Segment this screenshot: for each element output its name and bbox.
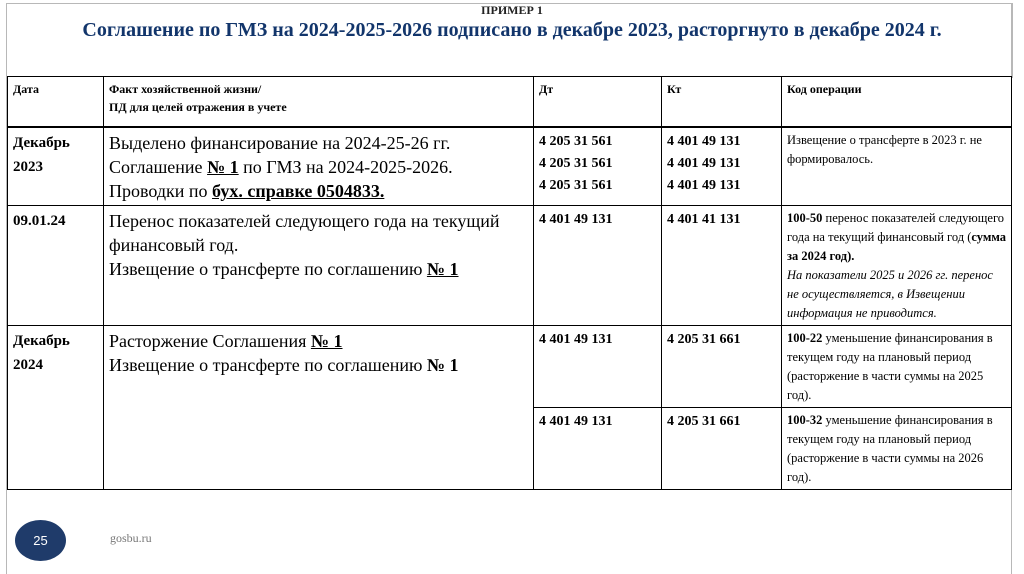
row2-operation-code: 100-50 <box>787 211 823 225</box>
row1-fact-line3-pre: Проводки по <box>109 181 213 201</box>
example-label: ПРИМЕР 1 <box>481 3 543 17</box>
header-fact <box>104 77 534 128</box>
row1-kt-2: 4 401 49 131 <box>667 156 741 171</box>
row3-agreement-number: № 1 <box>310 331 343 351</box>
row2-code <box>782 206 1012 326</box>
row1-fact-line1: Выделено финансирование на 2024-25-26 гг. <box>109 133 451 153</box>
row1-dt-3: 4 205 31 561 <box>539 178 613 193</box>
table-row <box>8 206 1012 326</box>
row1-dt <box>534 127 662 206</box>
row3-agreement-number-2: № 1 <box>426 355 459 375</box>
header-kt: Кт <box>662 77 782 128</box>
row1-kt-3: 4 401 49 131 <box>667 178 741 193</box>
row2-code-bold: сумма за 2024 год). <box>787 230 1007 263</box>
row1-kt-1: 4 401 49 131 <box>667 134 741 149</box>
row1-agreement-number: № 1 <box>207 157 239 177</box>
header-code: Код операции <box>782 77 1012 128</box>
row1-reference-doc: бух. справке 0504833. <box>212 181 385 201</box>
row4-operation-code: 100-32 <box>787 413 823 427</box>
row2-fact <box>104 206 534 326</box>
row2-code-italic: На показатели 2025 и 2026 гг. перенос не осуществляется, в Извещении информация не приводится. <box>787 268 993 320</box>
row3-operation-code: 100-22 <box>787 331 823 345</box>
row2-agreement-number: № 1 <box>426 259 459 279</box>
row3-fact <box>104 326 534 490</box>
operations-table <box>7 76 1012 490</box>
row1-dt-1: 4 205 31 561 <box>539 134 613 149</box>
row1-date: Декабрь 2023 <box>8 127 104 206</box>
row3-dt: 4 401 49 131 <box>534 326 662 408</box>
row3-date: Декабрь 2024 <box>8 326 104 490</box>
row4-dt: 4 401 49 131 <box>534 408 662 490</box>
row1-dt-2: 4 205 31 561 <box>539 156 613 171</box>
row1-kt <box>662 127 782 206</box>
row3-code-text: уменьшение финансирования в текущем году на плановый период (расторжение в части суммы на 2025 год). <box>787 331 993 402</box>
row1-fact-line2-pre: Соглашение <box>109 157 208 177</box>
row2-code-text: перенос показателей следующего года на текущий финансовый год ( <box>787 211 1005 244</box>
row3-kt: 4 205 31 661 <box>662 326 782 408</box>
row1-fact <box>104 127 534 206</box>
source-label: gosbu.ru <box>110 531 152 545</box>
row2-date: 09.01.24 <box>8 206 104 326</box>
row3-fact-line2: Извещение о трансферте по соглашению <box>109 355 427 375</box>
row4-code-text: уменьшение финансирования в текущем году на плановый период (расторжение в части суммы на 2026 год). <box>787 413 993 484</box>
row3-code <box>782 326 1012 408</box>
row4-code <box>782 408 1012 490</box>
row1-code: Извещение о трансферте в 2023 г. не формировалось. <box>782 127 1012 206</box>
row2-kt: 4 401 41 131 <box>662 206 782 326</box>
row4-kt: 4 205 31 661 <box>662 408 782 490</box>
slide-title: Соглашение по ГМЗ на 2024-2025-2026 подписано в декабре 2023, расторгнуто в декабре 2024 г. <box>82 19 942 41</box>
table-row <box>8 127 1012 206</box>
page-number-badge: 25 <box>15 520 66 561</box>
row3-fact-line1-pre: Расторжение Соглашения <box>109 331 311 351</box>
row2-fact-line1: Перенос показателей следующего года на текущий финансовый год. <box>109 211 500 255</box>
row2-fact-line2-pre: Извещение о трансферте по соглашению <box>109 259 427 279</box>
header-fact-line2: ПД для целей отражения в учете <box>109 100 287 114</box>
header-date: Дата <box>8 77 104 128</box>
header-row <box>8 77 1012 128</box>
row1-fact-line2-post: по ГМЗ на 2024-2025-2026. <box>238 157 453 177</box>
row2-dt: 4 401 49 131 <box>534 206 662 326</box>
header-fact-line1: Факт хозяйственной жизни/ <box>109 82 262 96</box>
table-row <box>8 326 1012 408</box>
header-dt: Дт <box>534 77 662 128</box>
